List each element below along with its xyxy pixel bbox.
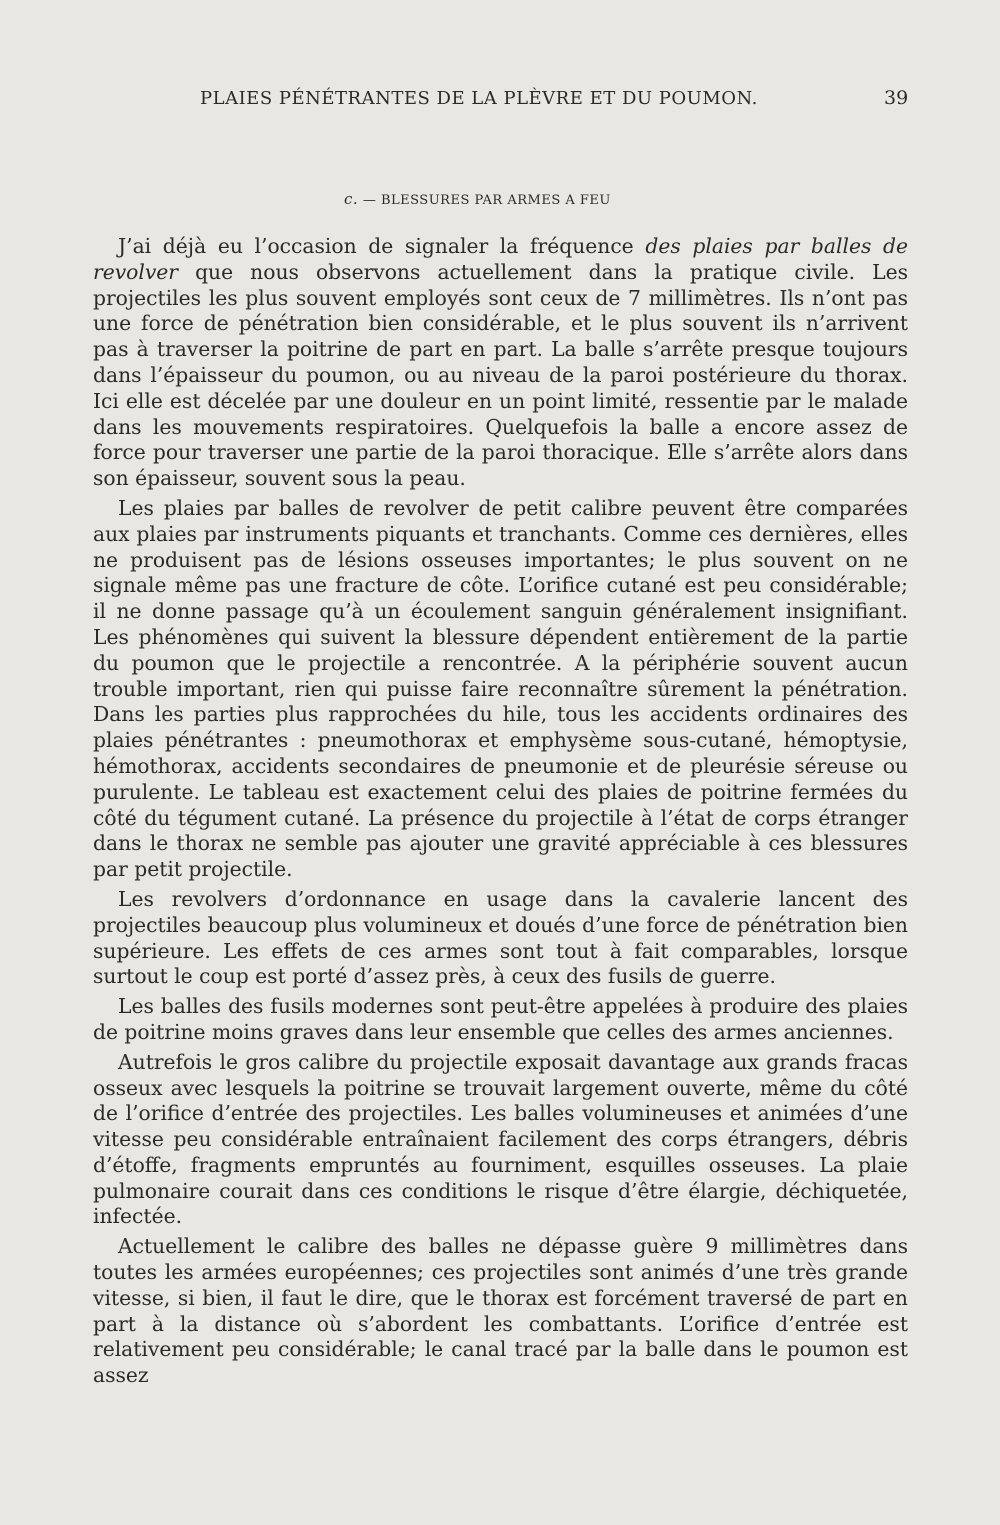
- section-title: BLESSURES PAR ARMES A FEU: [380, 193, 611, 208]
- running-head: PLAIES PÉNÉTRANTES DE LA PLÈVRE ET DU POUMON.: [200, 88, 758, 109]
- section-heading: [344, 190, 611, 208]
- section-dash: —: [362, 193, 377, 208]
- paragraph: Actuellement le calibre des balles ne dépasse guère 9 millimètres dans toutes les armées européennes; ces projectiles sont animés d’une très grande vitesse, si bien, il faut le dire, que le thorax est forcément traversé de part en part à la distance où s’abordent les combattants. L’orifice d’entrée est relativement peu considérable; le canal tracé par la balle dans le poumon est assez: [93, 1234, 908, 1388]
- page-number: 39: [884, 87, 909, 109]
- body-text: [93, 234, 908, 1389]
- paragraph: Les plaies par balles de revolver de petit calibre peuvent être comparées aux plaies par instruments piquants et tranchants. Comme ces dernières, elles ne produisent pas de lésions osseuses importantes; le plus souvent on ne signale même pas une fracture de côte. L’orifice cutané est peu considérable; il ne donne passage qu’à un écoulement sanguin généralement insignifiant. Les phénomènes qui suivent la blessure dépendent entièrement de la partie du poumon que le projectile a rencontrée. A la périphérie souvent aucun trouble important, rien qui puisse faire reconnaître sûrement la pénétration. Dans les parties plus rapprochées du hile, tous les accidents ordinaires des plaies pénétrantes : pneumothorax et emphysème sous-cutané, hémoptysie, hémothorax, accidents secondaires de pneumonie et de pleurésie séreuse ou purulente. Le tableau est exactement celui des plaies de poitrine fermées du côté du tégument cutané. La présence du projectile à l’état de corps étranger dans le thorax ne semble pas ajouter une gravité appréciable à ces blessures par petit projectile.: [93, 495, 908, 882]
- paragraph: Autrefois le gros calibre du projectile exposait davantage aux grands fracas osseux avec lesquels la poitrine se trouvait largement ouverte, même du côté de l’orifice d’entrée des projectiles. Les balles volumineuses et animées d’une vitesse peu considérable entraînaient facilement des corps étrangers, débris d’étoffe, fragments empruntés au fourniment, esquilles osseuses. La plaie pulmonaire courait dans ces conditions le risque d’être élargie, déchiquetée, infectée.: [93, 1049, 908, 1229]
- paragraph: Les balles des fusils modernes sont peut-être appelées à produire des plaies de poitrine moins graves dans leur ensemble que celles des armes anciennes.: [93, 994, 908, 1044]
- paragraph: Les revolvers d’ordonnance en usage dans la cavalerie lancent des projectiles beaucoup plus volumineux et doués d’une force de pénétration bien supérieure. Les effets de ces armes sont tout à fait comparables, lorsque surtout le coup est porté d’assez près, à ceux des fusils de guerre.: [93, 886, 908, 989]
- paragraph-text: que nous observons actuellement dans la pratique civile. Les projectiles les plus souvent employés sont ceux de 7 millimètres. Ils n’ont pas une force de pénétration bien considérable, et le plus souvent ils n’arrivent pas à traverser la poitrine de part en part. La balle s’arrête presque toujours dans l’épaisseur du poumon, ou au niveau de la paroi postérieure du thorax. Ici elle est décelée par une douleur en un point limité, ressentie par le malade dans les mouvements respiratoires. Quelquefois la balle a encore assez de force pour traverser une partie de la paroi thoracique. Elle s’arrête alors dans son épaisseur, souvent sous la peau.: [93, 259, 908, 491]
- paragraph-text: J’ai déjà eu l’occasion de signaler la fréquence: [118, 234, 646, 258]
- paragraph: [93, 234, 908, 492]
- section-letter: c.: [344, 190, 359, 208]
- italic-phrase: des plaies par balles de revolver: [93, 234, 908, 284]
